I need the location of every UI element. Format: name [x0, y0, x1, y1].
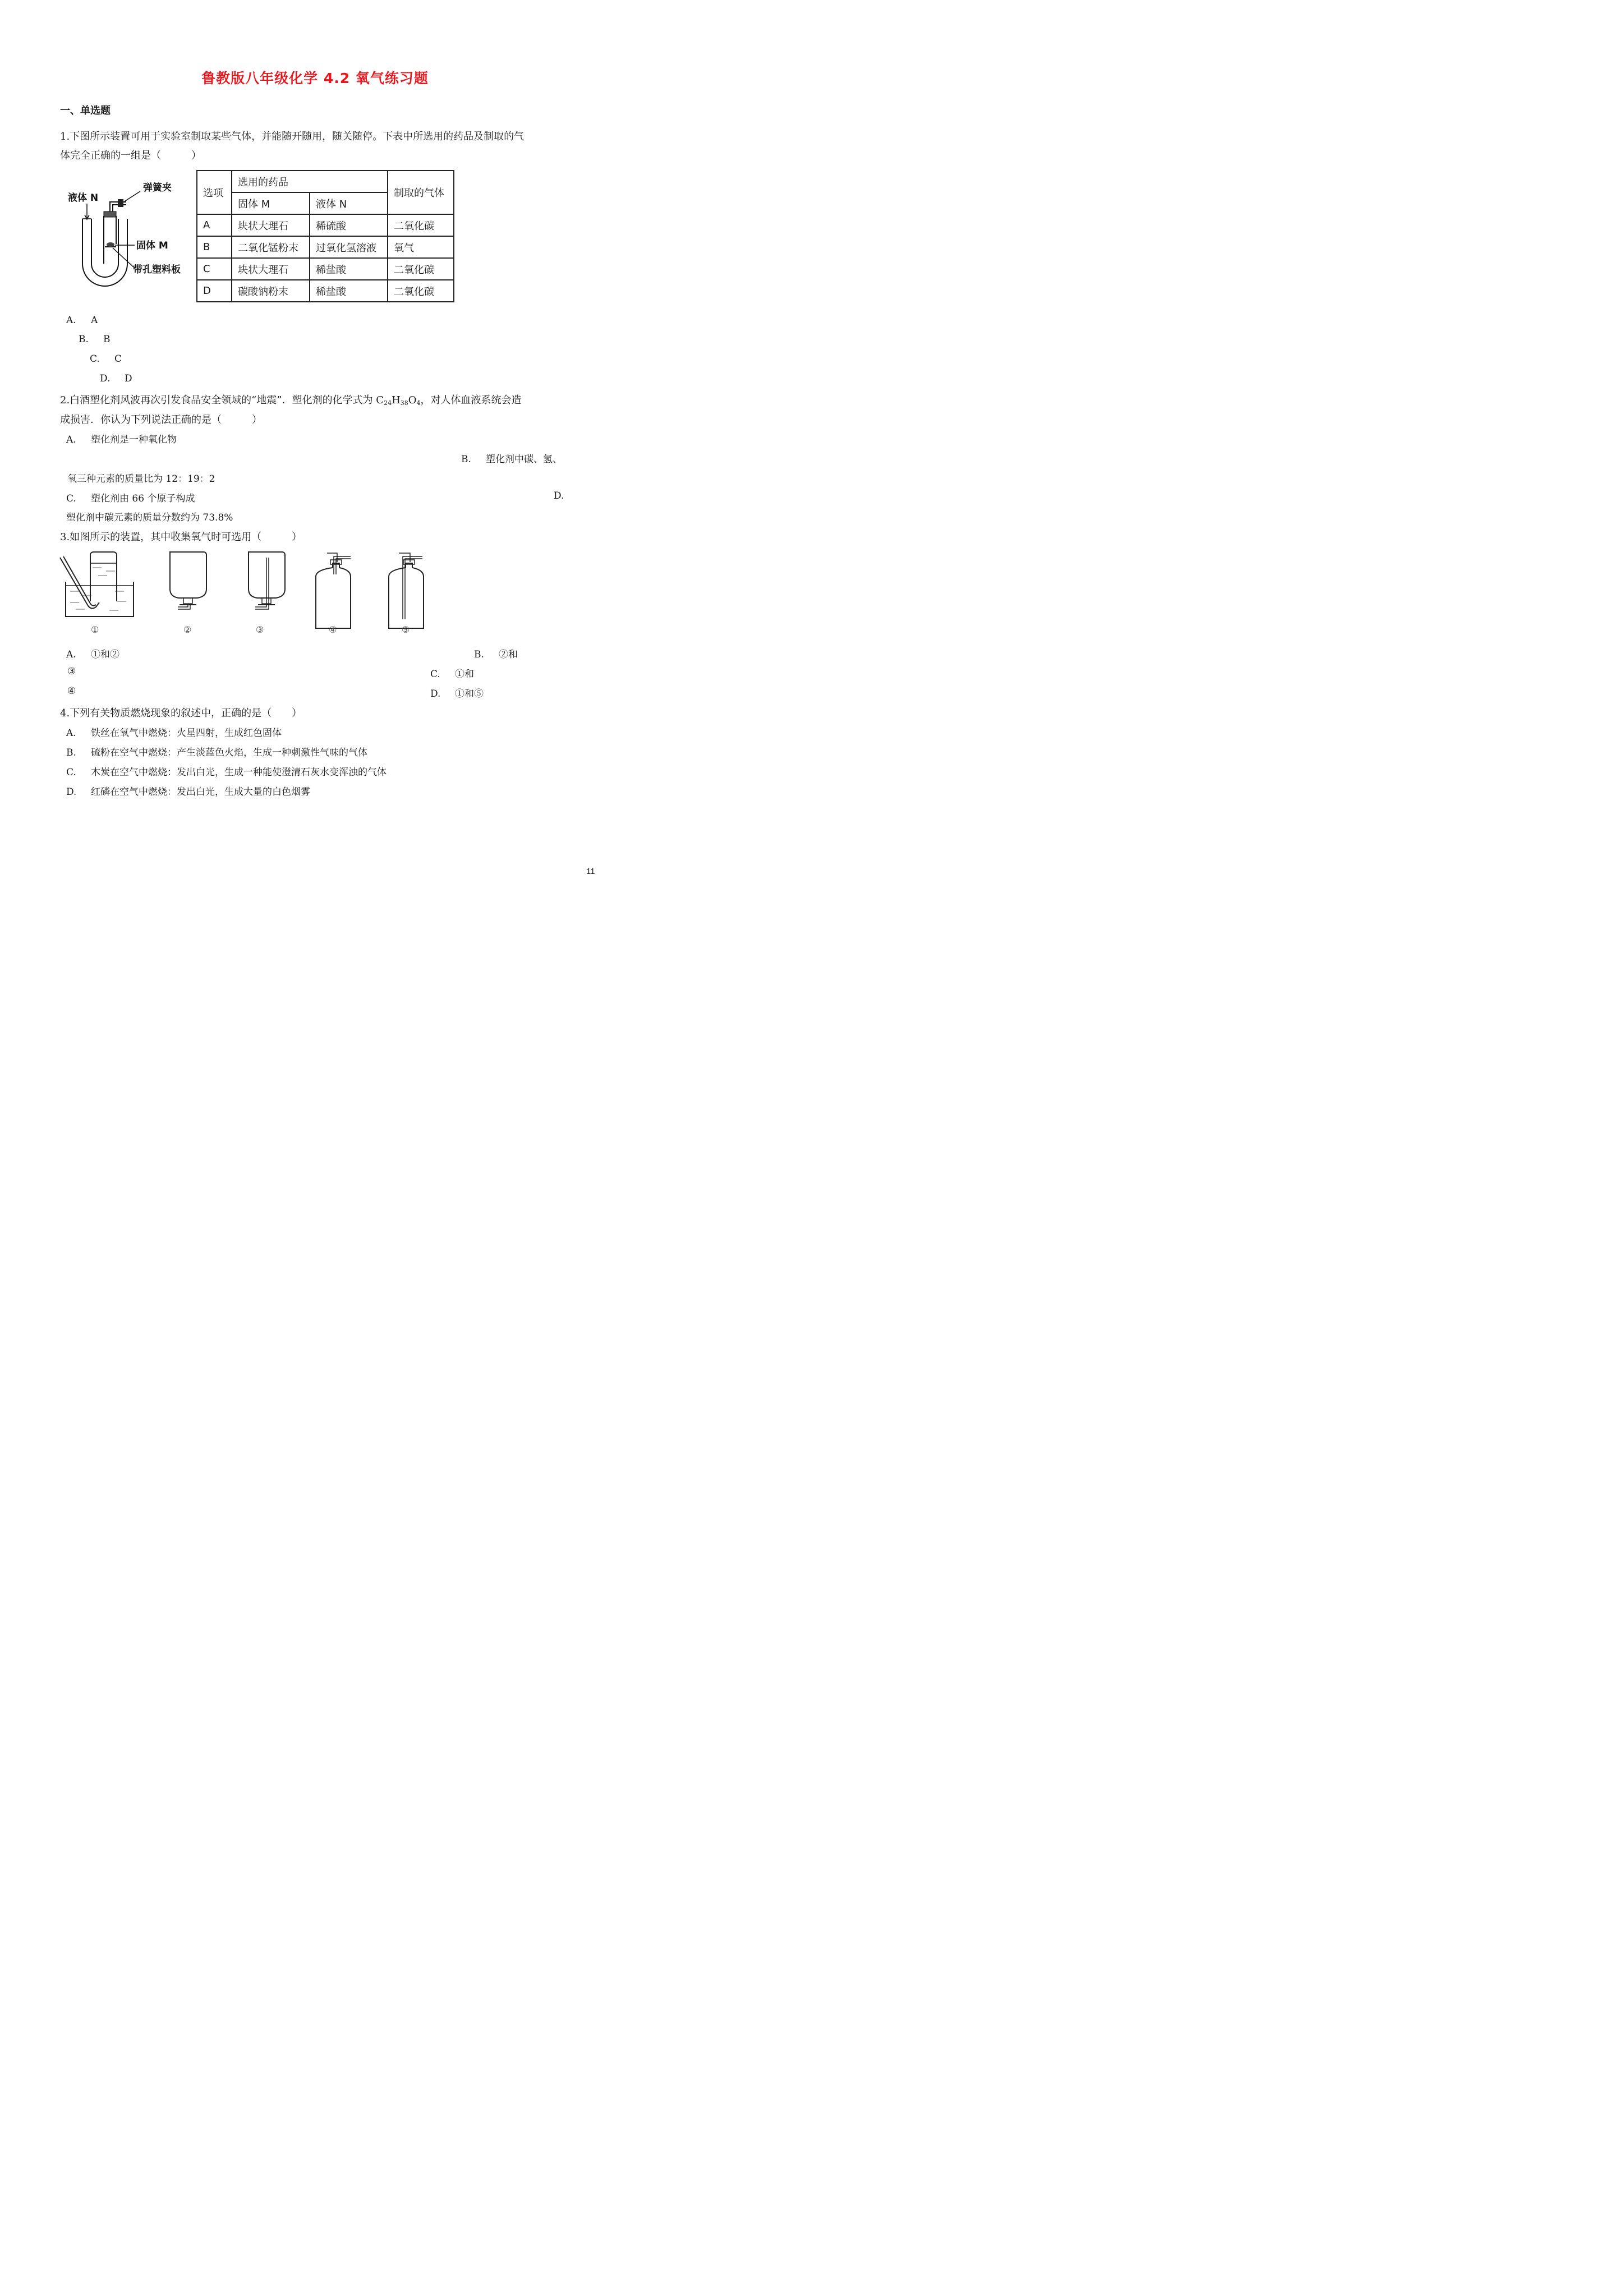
cell-option: D — [197, 280, 232, 302]
subscript: 38 — [400, 399, 408, 407]
page-title: 鲁教版八年级化学 4.2 氧气练习题 — [201, 70, 429, 86]
cell-solid: 块状大理石 — [232, 258, 310, 280]
header-solid-m: 固体 M — [232, 192, 310, 214]
page-number: 11 — [586, 867, 595, 876]
apparatus-4-upright-bottle — [316, 553, 351, 628]
option-text: 塑化剂中碳、氢、 — [486, 454, 562, 465]
q1-option-b[interactable] — [79, 334, 111, 345]
formula-element: O — [408, 394, 417, 406]
figure-label-4: ④ — [329, 624, 337, 635]
section-heading: 一、单选题 — [60, 105, 111, 117]
header-gas: 制取的气体 — [388, 171, 454, 214]
q1-option-c[interactable] — [90, 353, 122, 365]
q2-stem-line1 — [60, 392, 522, 407]
cell-solid: 碳酸钠粉末 — [232, 280, 310, 302]
q2-stem-line2: 成损害．你认为下列说法正确的是（ ） — [60, 414, 262, 426]
cell-option: B — [197, 236, 232, 258]
formula-element: H — [392, 394, 401, 406]
q2-option-b[interactable] — [461, 451, 562, 465]
q4-option-a[interactable] — [66, 725, 282, 739]
apparatus-3-inverted-bottle-long-tube — [249, 552, 285, 609]
option-label: D. — [100, 373, 111, 384]
option-text: ①和⑤ — [455, 688, 484, 700]
option-label: A. — [66, 649, 76, 660]
q2-option-c[interactable] — [66, 490, 195, 504]
table-row — [197, 280, 454, 302]
cell-liquid: 过氧化氢溶液 — [310, 236, 388, 258]
apparatus-5-upright-bottle-long-tube — [389, 553, 424, 628]
option-text: ①和② — [91, 649, 119, 660]
subscript: 24 — [384, 399, 392, 407]
cell-solid: 块状大理石 — [232, 214, 310, 236]
option-text: 红磷在空气中燃烧：发出白光，生成大量的白色烟雾 — [91, 786, 310, 798]
q4-option-d[interactable] — [66, 784, 310, 798]
q2-text: ，对人体血液系统会造 — [420, 394, 522, 406]
option-label: C. — [66, 767, 76, 778]
q3-option-c-continued: ④ — [67, 685, 76, 697]
q1-option-d[interactable] — [100, 373, 132, 384]
label-liquid-n: 液体 N — [68, 192, 99, 204]
q2-text: 2.白酒塑化剂风波再次引发食品安全领域的“地震”．塑化剂的化学式为 C — [60, 394, 384, 406]
option-text: D — [125, 373, 132, 384]
label-perforated-plate: 带孔塑料板 — [133, 264, 181, 275]
cell-option: A — [197, 214, 232, 236]
gas-collection-apparatus-figure — [59, 551, 429, 635]
q3-option-b[interactable] — [474, 646, 518, 660]
option-label: A. — [66, 315, 76, 326]
q4-stem: 4.下列有关物质燃烧现象的叙述中，正确的是（ ） — [60, 707, 302, 719]
option-label: C. — [90, 353, 100, 365]
q3-option-b-continued: ③ — [67, 666, 76, 677]
option-label: B. — [461, 454, 471, 465]
header-option: 选项 — [197, 171, 232, 214]
table-header-row — [197, 171, 454, 192]
option-text: ②和 — [499, 649, 518, 660]
q3-stem: 3.如图所示的装置，其中收集氧气时可选用（ ） — [60, 531, 302, 543]
subscript: 4 — [416, 399, 421, 407]
q3-option-a[interactable] — [66, 646, 119, 660]
table-row — [197, 236, 454, 258]
cell-solid: 二氧化锰粉末 — [232, 236, 310, 258]
option-text: A — [91, 315, 98, 326]
label-solid-m: 固体 M — [136, 240, 168, 251]
q2-option-b-continued: 氧三种元素的质量比为 12：19：2 — [67, 473, 215, 485]
option-label: B. — [79, 334, 89, 345]
option-label: C. — [66, 493, 76, 504]
option-text: 铁丝在氧气中燃烧：火星四射，生成红色固体 — [91, 728, 282, 739]
q1-stem-line1: 1.下图所示装置可用于实验室制取某些气体，并能随开随用，随关随停。下表中所选用的药品及制取的气 — [60, 131, 525, 142]
option-label: A. — [66, 728, 76, 739]
figure-label-2: ② — [183, 624, 192, 635]
option-text: C — [114, 353, 122, 365]
q3-option-d[interactable] — [430, 685, 484, 700]
cell-gas: 二氧化碳 — [388, 214, 454, 236]
header-liquid-n: 液体 N — [310, 192, 388, 214]
q4-option-b[interactable] — [66, 744, 367, 758]
cell-liquid: 稀盐酸 — [310, 258, 388, 280]
table-row — [197, 214, 454, 236]
option-label: B. — [66, 747, 76, 758]
reagent-table — [196, 170, 454, 302]
option-label: A. — [66, 434, 76, 445]
q4-option-c[interactable] — [66, 764, 387, 778]
cell-liquid: 稀盐酸 — [310, 280, 388, 302]
q2-option-d-text: 塑化剂中碳元素的质量分数约为 73.8% — [66, 512, 233, 523]
option-label: D. — [66, 786, 77, 798]
figure-label-3: ③ — [256, 624, 264, 635]
apparatus-1-water-displacement — [60, 552, 134, 616]
cell-option: C — [197, 258, 232, 280]
figure-label-5: ⑤ — [402, 624, 410, 635]
apparatus-2-inverted-bottle — [170, 552, 206, 609]
option-label: D. — [430, 688, 441, 700]
table-row — [197, 258, 454, 280]
cell-gas: 氧气 — [388, 236, 454, 258]
cell-gas: 二氧化碳 — [388, 280, 454, 302]
header-reagents: 选用的药品 — [232, 171, 388, 192]
q1-option-a[interactable] — [66, 315, 98, 326]
u-tube-apparatus-diagram — [65, 177, 194, 289]
option-text: 木炭在空气中燃烧：发出白光，生成一种能使澄清石灰水变浑浊的气体 — [91, 767, 387, 778]
option-text: 塑化剂由 66 个原子构成 — [91, 493, 195, 504]
label-spring-clamp: 弹簧夹 — [143, 182, 172, 194]
option-label: B. — [474, 649, 484, 660]
option-text: ①和 — [455, 669, 474, 680]
q2-option-a[interactable] — [66, 431, 177, 445]
option-text: 塑化剂是一种氧化物 — [91, 434, 177, 445]
cell-gas: 二氧化碳 — [388, 258, 454, 280]
cell-liquid: 稀硫酸 — [310, 214, 388, 236]
option-text: 硫粉在空气中燃烧：产生淡蓝色火焰，生成一种刺激性气味的气体 — [91, 747, 367, 758]
q3-option-c[interactable] — [430, 666, 474, 680]
q2-option-d-label[interactable]: D. — [554, 490, 564, 501]
option-text: B — [103, 334, 111, 345]
q1-stem-line2: 体完全正确的一组是（ ） — [60, 150, 201, 162]
figure-label-1: ① — [91, 624, 99, 635]
option-label: C. — [430, 669, 440, 680]
